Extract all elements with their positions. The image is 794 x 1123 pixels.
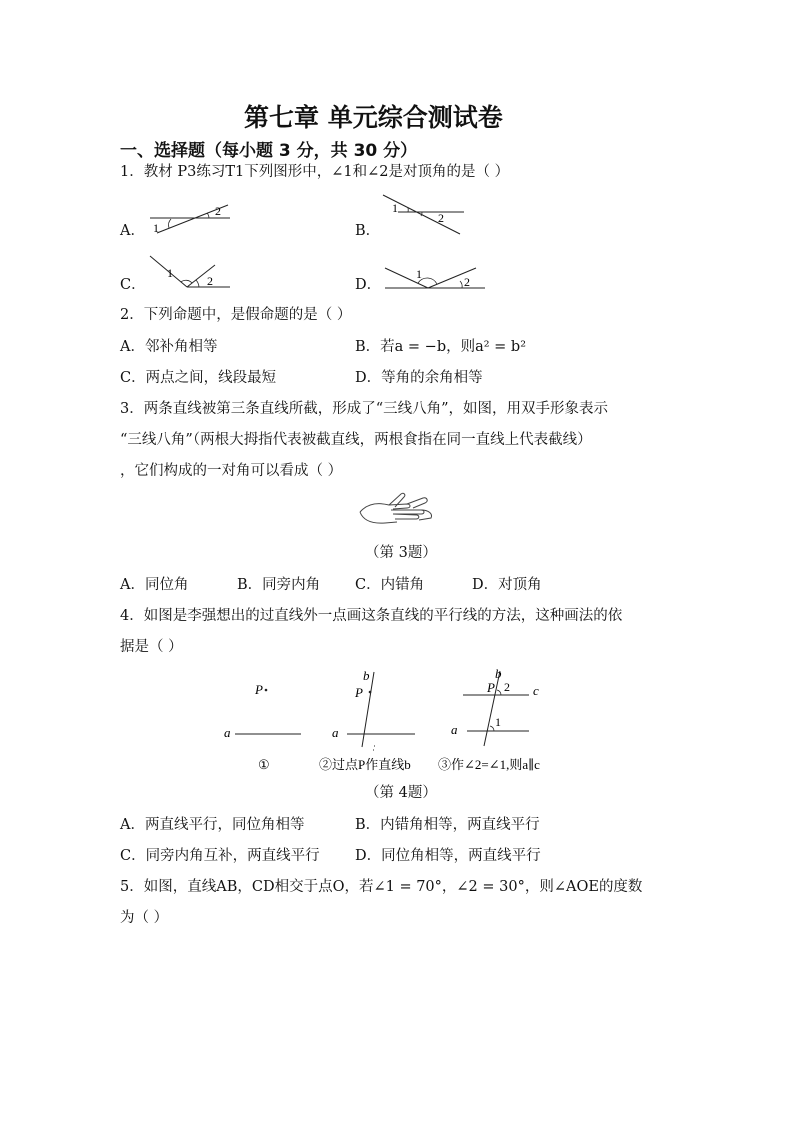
q1-option-d-label[interactable]: D．	[355, 277, 382, 293]
question-2-stem: 2．下列命题中，是假命题的是（ ）	[120, 307, 352, 323]
q2-option-d[interactable]: D．等角的余角相等	[355, 370, 483, 386]
q1-figure-a	[145, 200, 235, 236]
angle-2-label: 2	[215, 204, 221, 218]
point-p-label: P	[255, 682, 263, 697]
line-b-label: b	[495, 666, 502, 681]
q3-option-c[interactable]: C．内错角	[355, 577, 425, 593]
q1-option-b-label[interactable]: B．	[355, 223, 381, 239]
question-3-stem-line-3: ，它们构成的一对角可以看成（ ）	[120, 463, 343, 479]
q1-figure-b	[378, 192, 468, 238]
line-a-label: a	[224, 725, 231, 740]
q4-option-b[interactable]: B．内错角相等，两直线平行	[355, 817, 540, 833]
q2-option-b[interactable]: B．若a = −b，则a² = b²	[355, 339, 527, 355]
line-b-label: b	[363, 668, 370, 683]
q4-construction-figure	[215, 664, 585, 776]
angle-1-label: 1	[495, 715, 501, 729]
question-3-stem-line-1: 3．两条直线被第三条直线所截，形成了“三线八角”，如图，用双手形象表示	[120, 401, 609, 417]
step-caption-3: ③作∠2=∠1,则a∥c	[438, 757, 540, 772]
q1-option-a-label[interactable]: A．	[120, 223, 145, 239]
question-1-stem: 1．教材 P3练习T1下列图形中，∠1和∠2是对顶角的是（ ）	[120, 164, 510, 180]
q3-option-b[interactable]: B．同旁内角	[237, 577, 321, 593]
angle-2-label: 2	[504, 680, 510, 694]
line-a-label: a	[332, 725, 339, 740]
q3-hands-figure	[357, 490, 437, 530]
step-caption-1: ①	[258, 757, 270, 772]
angle-1-label: 1	[416, 267, 422, 281]
q3-option-a[interactable]: A．同位角	[120, 577, 189, 593]
q1-option-c-label[interactable]: C．	[120, 277, 146, 293]
angle-2-label: 2	[464, 275, 470, 289]
angle-1-label: 1	[392, 201, 398, 215]
angle-2-label: 2	[207, 274, 213, 288]
q4-option-d[interactable]: D．同位角相等，两直线平行	[355, 848, 541, 864]
angle-2-label: 2	[438, 211, 444, 225]
point-p-label: P	[355, 685, 363, 700]
page-title: 第七章 单元综合测试卷	[244, 103, 503, 132]
q4-option-c[interactable]: C．同旁内角互补，两直线平行	[120, 848, 320, 864]
question-4-stem-line-1: 4．如图是李强想出的过直线外一点画这条直线的平行线的方法，这种画法的依	[120, 608, 623, 624]
step-caption-2: ②过点P作直线b	[319, 757, 411, 772]
q2-option-a[interactable]: A．邻补角相等	[120, 339, 218, 355]
angle-1-label: 1	[167, 266, 173, 280]
section-heading: 一、选择题（每小题 3 分，共 30 分）	[120, 141, 418, 161]
q1-figure-c	[145, 251, 235, 293]
question-5-stem-line-2: 为（ ）	[120, 910, 169, 926]
line-a-label: a	[451, 722, 458, 737]
question-3-stem-line-2: “三线八角”（两根大拇指代表被截直线，两根食指在同一直线上代表截线）	[120, 432, 592, 448]
q1-figure-d	[380, 262, 490, 292]
q3-option-d[interactable]: D．对顶角	[472, 577, 542, 593]
line-c-label: c	[533, 683, 539, 698]
point-p-label: P	[487, 680, 495, 695]
question-5-stem-line-1: 5．如图，直线AB，CD相交于点O，若∠1 = 70°，∠2 = 30°，则∠AOE的度数	[120, 879, 643, 895]
q4-option-a[interactable]: A．两直线平行，同位角相等	[120, 817, 305, 833]
q4-figure-caption: （第 4题）	[365, 785, 437, 801]
q3-figure-caption: （第 3题）	[365, 545, 437, 561]
q2-option-c[interactable]: C．两点之间，线段最短	[120, 370, 277, 386]
angle-1-label: 1	[153, 221, 159, 235]
question-4-stem-line-2: 据是（ ）	[120, 639, 183, 655]
